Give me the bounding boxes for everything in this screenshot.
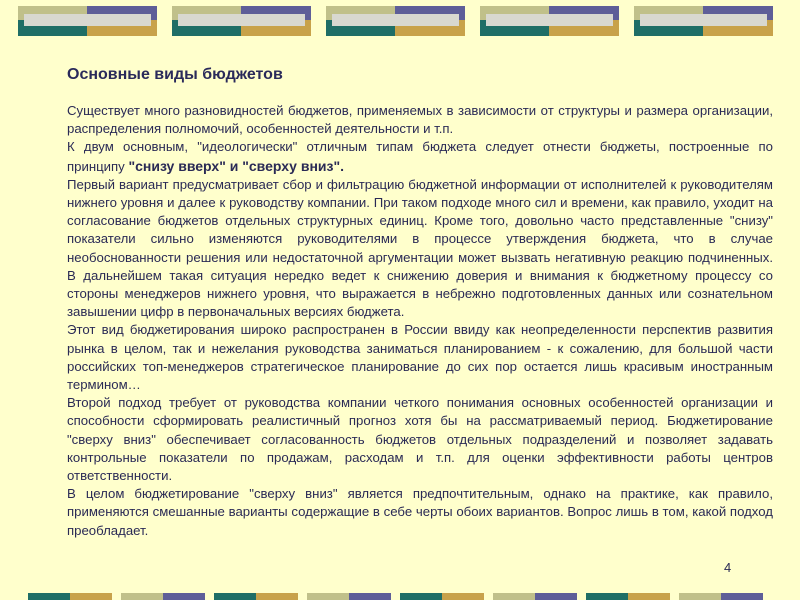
page-number: 4 [724, 560, 732, 575]
banner-block [172, 6, 311, 36]
footer-strip [0, 593, 800, 600]
paragraph-conclusion: В целом бюджетирование "сверху вниз" является предпочтительным, однако на практике, как правило, применяются смешанные варианты содержащие в себе черты обоих вариантов. Вопрос лишь в том, какой подход преобладает. [67, 486, 773, 538]
paragraph-top-down: Второй подход требует от руководства компании четкого понимания основных особенностей организации и способности сформировать реалистичный прогноз хотя бы на рассматриваемый период. Бюджетирование "сверху вниз" обеспечивает согласованность бюджетов отдельных подразделений и позволяет задавать контрольные показатели по продажам, расходам и т.п. для оценки эффективности работы центров ответственности. [67, 395, 773, 484]
paragraph-intro: Существует много разновидностей бюджетов, применяемых в зависимости от структуры и размера организации, распределения полномочий, особенностей деятельности и т.п. [67, 103, 773, 137]
paragraph-types [67, 138, 773, 175]
banner-block [326, 6, 465, 36]
banner-block [634, 6, 773, 36]
header-banner [0, 6, 800, 36]
banner-block [18, 6, 157, 36]
paragraph-bottom-up: Первый вариант предусматривает сбор и фильтрацию бюджетной информации от исполнителей к руководителям нижнего уровня и далее к руководству компании. При таком подходе много сил и времени, как правило, уходит на согласование бюджетов отдельных структурных единиц. Кроме того, довольно часто представленные "снизу" показатели сильно изменяются руководителями в процессе утверждения бюджета, что в случае необоснованности решения или недостаточной аргументации может вызвать негативную реакцию подчиненных. В дальнейшем такая ситуация нередко ведет к снижению доверия и внимания к бюджетному процессу со стороны менеджеров нижнего уровня, что выражается в небрежно подготовленных данных или сознательном завышении цифр в первоначальных версиях бюджета. [67, 176, 773, 320]
paragraph-types-text: К двум основным, "идеологически" отличным типам бюджета следует отнести бюджеты, построенные по принципу [67, 139, 773, 174]
paragraph-types-emphasis: "снизу вверх" и "сверху вниз". [128, 157, 345, 174]
slide-content [67, 66, 773, 540]
banner-block [480, 6, 619, 36]
paragraph-russia: Этот вид бюджетирования широко распространен в России ввиду как неопределенности перспектив развития рынка в целом, так и нежелания руководства заниматься планированием - к сожалению, для большой части российских топ-менеджеров стратегическое планирование до сих пор остается лишь красивым иностранным термином… [67, 322, 773, 393]
slide-title: Основные виды бюджетов [67, 66, 283, 83]
